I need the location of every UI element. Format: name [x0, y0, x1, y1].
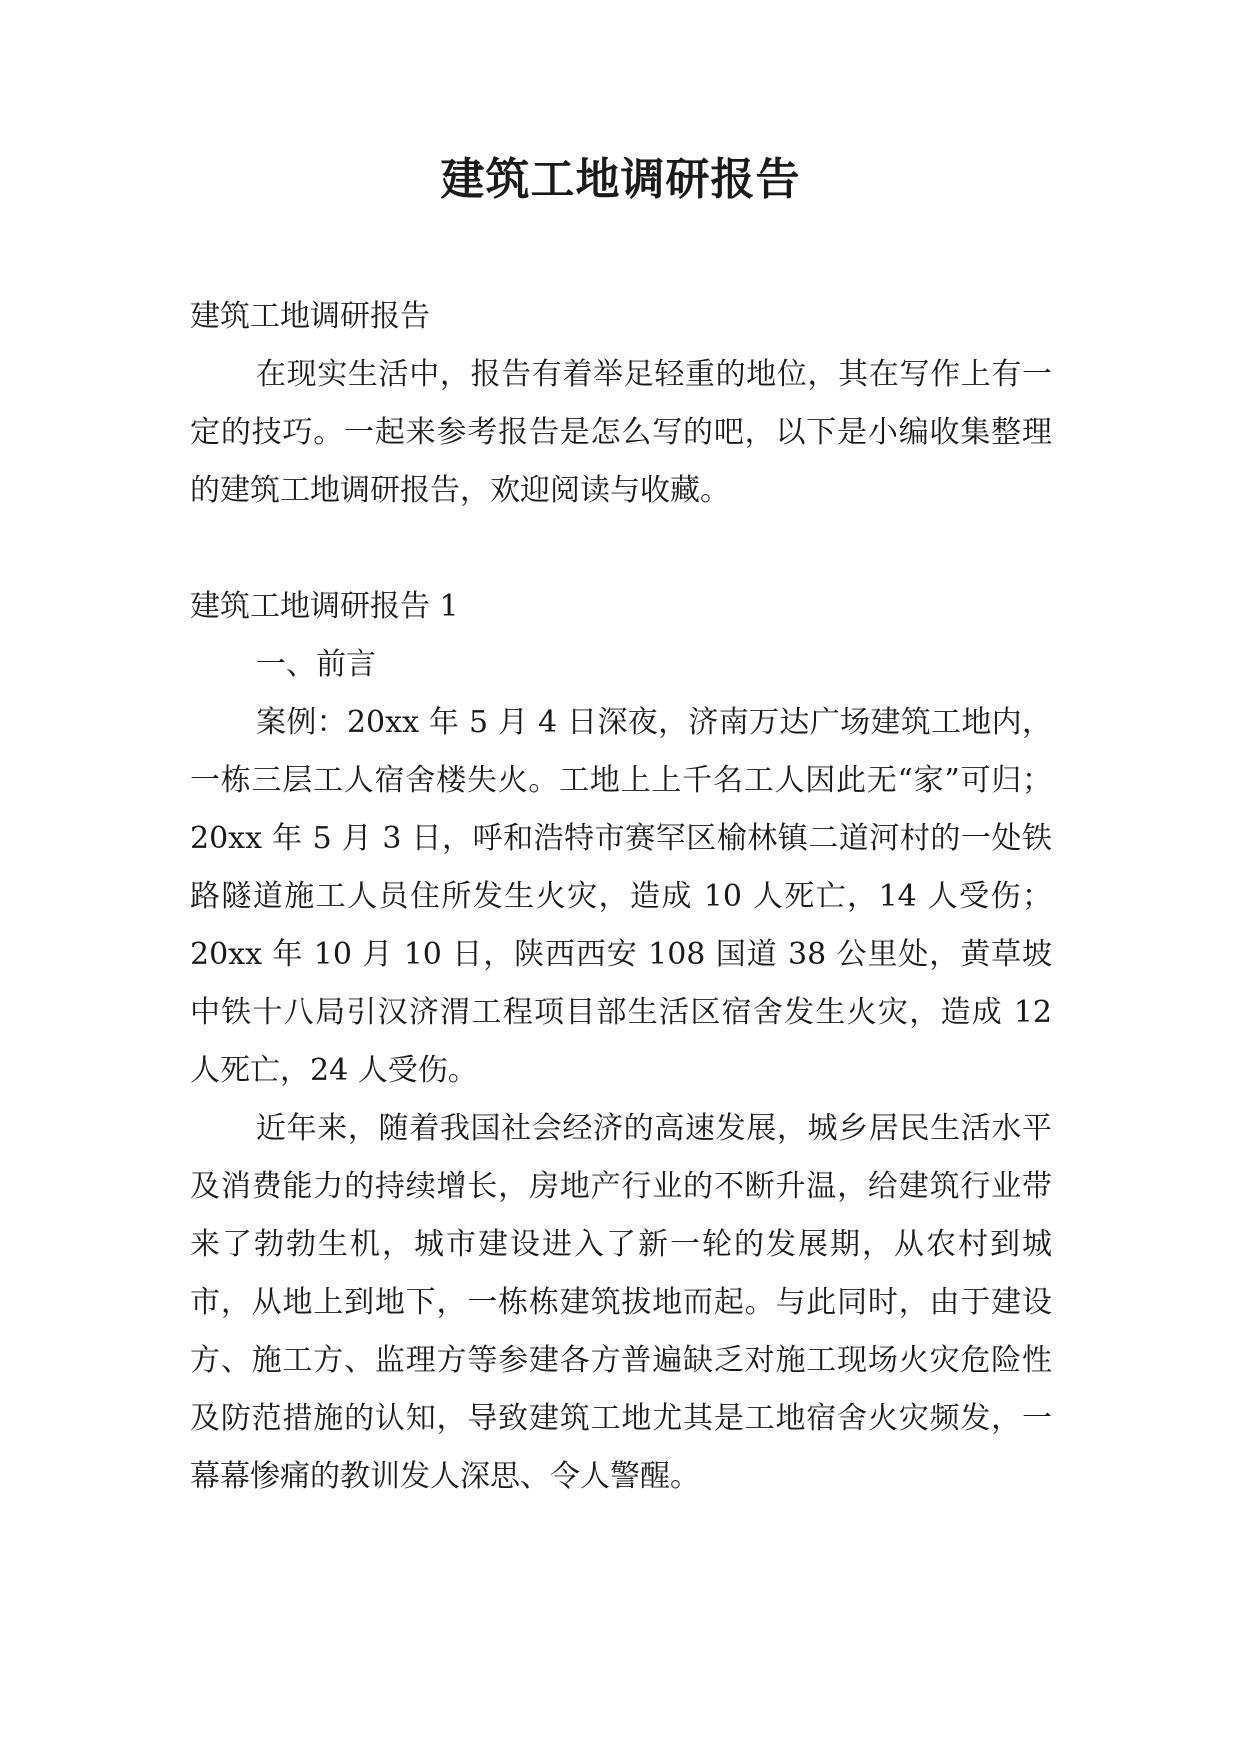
section-heading: 建筑工地调研报告 1 — [190, 589, 459, 624]
background-paragraph: 近年来，随着我国社会经济的高速发展，城乡居民生活水平及消费能力的持续增长，房地产行业的不断升温，给建筑行业带来了勃勃生机，城市建设进入了新一轮的发展期，从农村到城市，从地上到地下，一栋栋建筑拔地而起。与此同时，由于建设方、施工方、监理方等参建各方普遍缺乏对施工现场火灾危险性及防范措施的认知，导致建筑工地尤其是工地宿舍火灾频发，一幕幕惨痛的教训发人深思、令人警醒。 — [190, 1111, 1052, 1494]
case-paragraph: 案例：20xx 年 5 月 4 日深夜，济南万达广场建筑工地内，一栋三层工人宿舍楼失火。工地上上千名工人因此无“家”可归；20xx 年 5 月 3 日，呼和浩特市赛罕区榆林镇二道河村的一处铁路隧道施工人员住所发生火灾，造成 10 人死亡，14 人受伤；20xx 年 10 月 10 日，陕西西安 108 国道 38 公里处，黄草坡中铁十八局引汉济渭工程项目部生活区宿舍发生火灾，造成 12 人死亡，24 人受伤。 — [190, 705, 1052, 1088]
subsection-heading: 一、前言 — [256, 647, 376, 682]
subtitle-line: 建筑工地调研报告 — [190, 299, 430, 334]
paragraph-gap — [190, 520, 1052, 578]
document-body — [190, 288, 1052, 1506]
intro-paragraph: 在现实生活中，报告有着举足轻重的地位，其在写作上有一定的技巧。一起来参考报告是怎么写的吧，以下是小编收集整理的建筑工地调研报告，欢迎阅读与收藏。 — [190, 357, 1052, 508]
document-title: 建筑工地调研报告 — [440, 154, 801, 205]
